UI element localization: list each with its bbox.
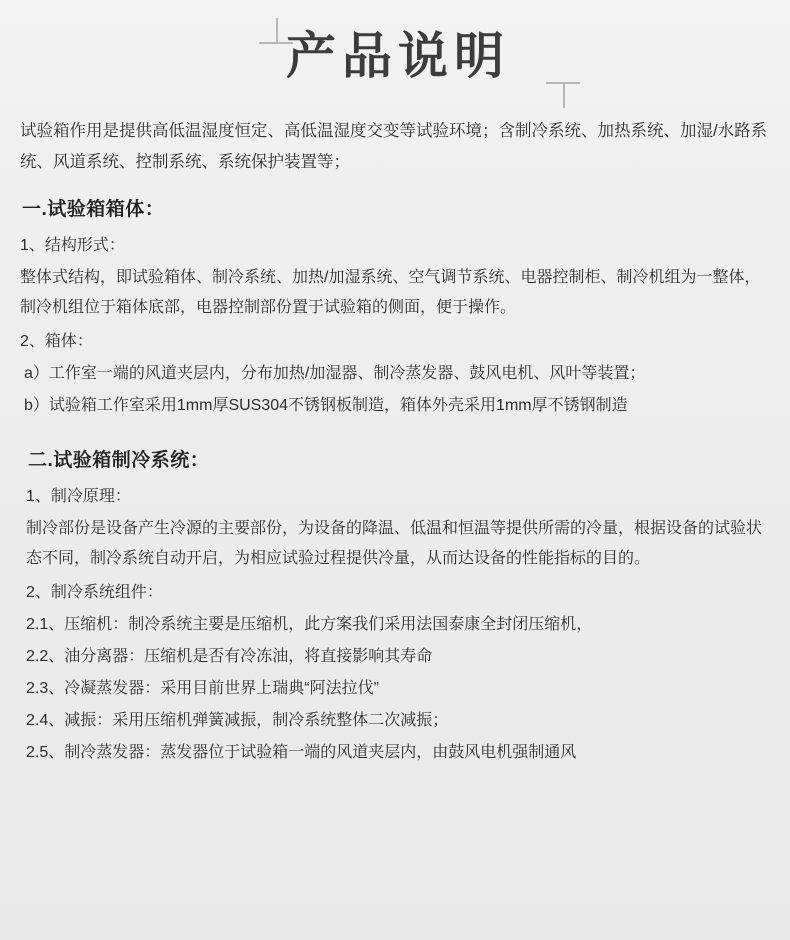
section-2-block-4: 2.1、压缩机：制冷系统主要是压缩机，此方案我们采用法国泰康全封闭压缩机，: [26, 616, 593, 633]
title-block: [18, 0, 772, 112]
page-title: 产品说明: [286, 28, 510, 84]
section-2-block-5: 2.2、油分离器：压缩机是否有冷冻油，将直接影响其寿命: [26, 648, 433, 665]
title-decoration-top-left-vertical: [276, 18, 278, 44]
section-2-block-8: 2.5、制冷蒸发器：蒸发器位于试验箱一端的风道夹层内，由鼓风电机强制通风: [26, 744, 577, 761]
section-1-block-3: 2、箱体：: [20, 333, 93, 350]
section-heading-1: 一.试验箱箱体：: [22, 199, 165, 220]
section-2-block-1: 1、制冷原理：: [26, 488, 131, 505]
section-2-block-6: 2.3、冷凝蒸发器：采用目前世界上瑞典“阿法拉伐”: [26, 680, 379, 697]
section-2-block-7: 2.4、减振：采用压缩机弹簧减振，制冷系统整体二次减振；: [26, 712, 449, 729]
title-decoration-bottom-right-vertical: [563, 82, 565, 108]
section-heading-2: 二.试验箱制冷系统：: [28, 450, 210, 471]
section-2-block-2: 制冷部份是设备产生冷源的主要部份，为设备的降温、低温和恒温等提供所需的冷量，根据设备的试验状态不同，制冷系统自动开启，为相应试验过程提供冷量，从而达设备的性能指标的目的。: [26, 520, 763, 567]
section-1-block-2: 整体式结构，即试验箱体、制冷系统、加热/加湿系统、空气调节系统、电器控制柜、制冷机组为一整体，制冷机组位于箱体底部，电器控制部份置于试验箱的侧面，便于操作。: [20, 269, 761, 316]
section-1-block-1: 1、结构形式：: [20, 237, 125, 254]
intro-paragraph: 试验箱作用是提供高低温湿度恒定、高低温湿度交变等试验环境；含制冷系统、加热系统、加湿/水路系统、风道系统、控制系统、系统保护装置等；: [20, 122, 768, 171]
title-decoration-bottom-right-horizontal: [546, 82, 580, 84]
section-2-block-3: 2、制冷系统组件：: [26, 584, 163, 601]
section-1-block-4: a）工作室一端的风道夹层内，分布加热/加湿器、制冷蒸发器、鼓风电机、风叶等装置；: [24, 365, 646, 382]
section-1-block-5: b）试验箱工作室采用1mm厚SUS304不锈钢板制造，箱体外壳采用1mm厚不锈钢制造: [24, 397, 628, 414]
